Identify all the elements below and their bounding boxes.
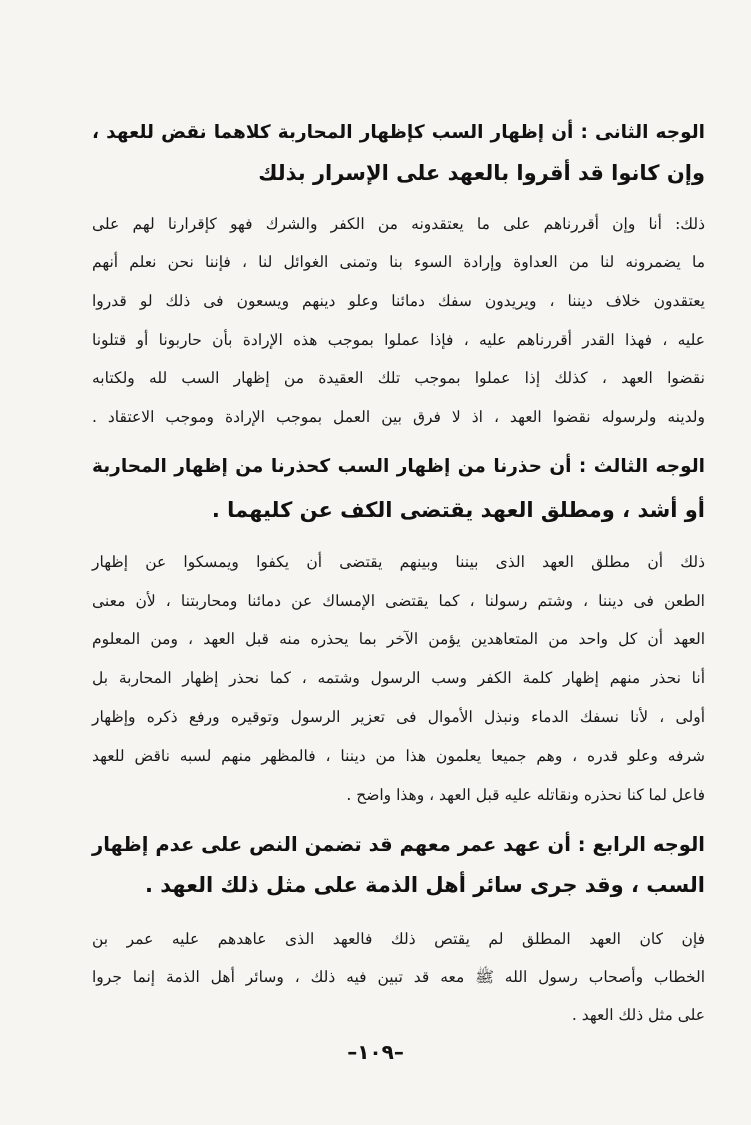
section-2-paragraph-line-4: أنا نحذر منهم إظهار كلمة الكفر وسب الرسول وشتمه ، كما نحذر إظهار المحاربة بل xyxy=(92,669,705,687)
section-1-paragraph-line-3: يعتقدون خلاف ديننا ، ويريدون سفك دمائنا وعلو دينهم ويسعون فى ذلك لو قدروا xyxy=(92,292,705,310)
section-2-paragraph-line-1: ذلك أن مطلق العهد الذى بيننا وبينهم يقتضى أن يكفوا ويمسكوا عن إظهار xyxy=(92,553,705,571)
section-2-paragraph-line-2: الطعن فى ديننا ، وشتم رسولنا ، كما يقتضى الإمساك عن دمائنا ومحاربتنا ، لأن معنى xyxy=(92,592,705,610)
section-2-heading-line-1: الوجه الثالث : أن حذرنا من إظهار السب كحذرنا من إظهار المحاربة xyxy=(92,456,705,477)
section-3-paragraph-line-2: الخطاب وأصحاب رسول الله ﷺ معه قد تبين فيه ذلك ، وسائر أهل الذمة إنما جروا xyxy=(92,968,705,986)
section-1-paragraph-line-4: عليه ، فهذا القدر أقررناهم عليه ، فإذا عملوا بموجب هذه الإرادة بأن حاربونا أو قتلونا xyxy=(92,331,705,349)
section-2-paragraph-line-3: العهد أن كل واحد من المتعاهدين يؤمن الآخر بما يحذره منه قبل العهد ، ومن المعلوم xyxy=(92,630,705,648)
section-1-paragraph-line-2: ما يضمرونه لنا من العداوة وإرادة السوء بنا وتمنى الغوائل لنا ، فإننا نحن نعلم أنهم xyxy=(92,253,705,271)
section-1-heading-line-1: الوجه الثانى : أن إظهار السب كإظهار المحاربة كلاهما نقض للعهد ، xyxy=(92,122,705,143)
section-3-heading-line-1: الوجه الرابع : أن عهد عمر معهم قد تضمن النص على عدم إظهار xyxy=(92,833,705,856)
section-1-heading-line-2: وإن كانوا قد أقروا بالعهد على الإسرار بذلك xyxy=(258,161,705,185)
section-1-paragraph-line-1: ذلك: أنا وإن أقررناهم على ما يعتقدونه من الكفر والشرك فهو كإقرارنا لهم على xyxy=(92,215,705,233)
section-2-paragraph-line-6: شرفه وعلو قدره ، وهم جميعا يعلمون هذا من ديننا ، فالمظهر منهم لسبه ناقض للعهد xyxy=(92,747,705,765)
section-3-paragraph-line-3: على مثل ذلك العهد . xyxy=(571,1006,705,1024)
section-2-paragraph-line-7: فاعل لما كنا نحذره ونقاتله عليه قبل العهد ، وهذا واضح . xyxy=(346,786,705,804)
section-1-paragraph-line-5: نقضوا العهد ، كذلك إذا عملوا بموجب تلك العقيدة من إظهار السب لله ولكتابه xyxy=(92,369,705,387)
section-1-paragraph-line-6: ولدينه ولرسوله نقضوا العهد ، اذ لا فرق بين العمل بموجب الإرادة وموجب الاعتقاد . xyxy=(92,408,705,426)
section-3-paragraph-line-1: فإن كان العهد المطلق لم يقتص ذلك فالعهد الذى عاهدهم عليه عمر بن xyxy=(92,930,705,948)
section-2-paragraph-line-5: أولى ، لأنا نسفك الدماء ونبذل الأموال فى تعزير الرسول وتوقيره ورفع ذكره وإظهار xyxy=(92,708,705,726)
page-number: –١٠٩– xyxy=(347,1040,404,1064)
section-2-heading-line-2: أو أشد ، ومطلق العهد يقتضى الكف عن كليهما . xyxy=(211,498,705,522)
section-3-heading-line-2: السب ، وقد جرى سائر أهل الذمة على مثل ذلك العهد . xyxy=(144,873,705,897)
